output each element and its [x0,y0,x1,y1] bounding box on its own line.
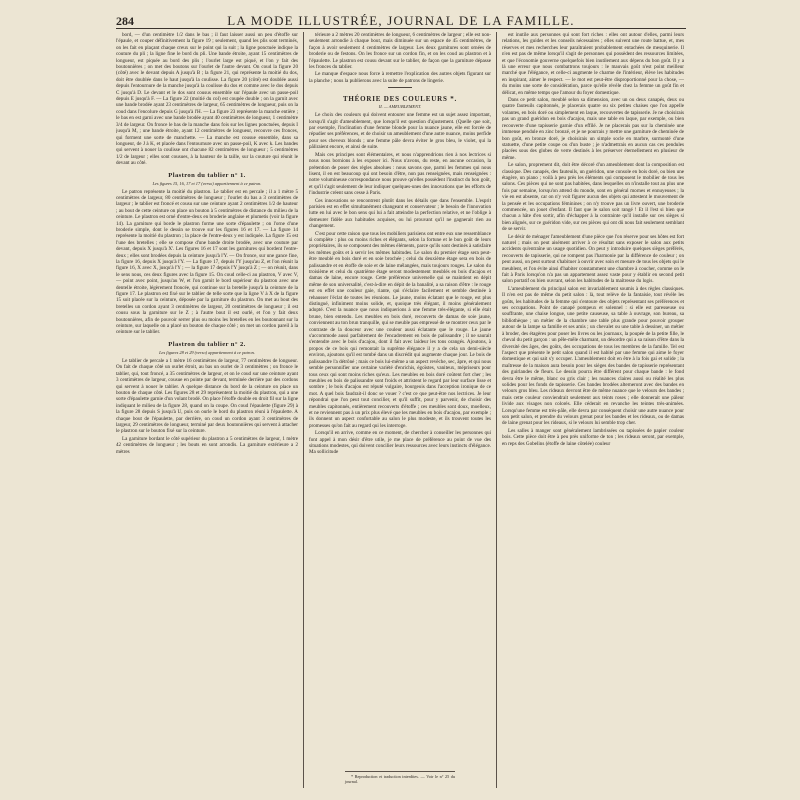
text-columns [116,32,686,792]
column-divider [303,32,304,788]
paragraph: est inutile aux personnes qui sont fort riches : elles ont autour d'elles, parmi leurs relations, les guides et les conseils nécessaires ; elles suivent une route battue, et, mes réserves et mes recherches leur paraîtraient probablement entachées de mesquinerie. Il n'en est pas de même lorsqu'il s'agit de personnes qui possèdent des ressources limitées, et que l'économie gouverne quelquefois bien inutilement aux dépens du bon goût. Il y a là une erreur que nous combattrons toujours : le mauvais goût n'est point meilleur marché que l'élégance, et celle-ci augmente le charme de l'intérieur, élève les habitudes en inspirant, aimer le respect. — le mot est peut-être disproportionné pour la chose, — du moins une sorte de considération, parce qu'elle révèle chez la femme un goût fin et délicat, en même temps que l'amour du foyer domestique. [502,32,684,96]
section-subtitle-ameublement: II. — AMEUBLEMENT. [378,104,422,110]
paragraph: Dans ce petit salon, meublé selon sa dimension, avec un ou deux canapés, deux ou quatre fauteuils capitonnés, je placerais quatre ou six petites chaises que l'on appelle volantes, en bois doré ou simplement en laque, recouvertes de tapisserie. Je ne choisirais pas un grand guéridon en bois d'acajou, mais une table en laque, par exemple, ou bien recouverte d'une tapisserie garnie d'un effilé. Je ne placerais pas sur la cheminée une immense pendule en zinc bronzé, et je ne pourrais y mettre une garniture de cheminée de bon goût, en bronze doré, je choisirais un simple socle en marbre, surmonté d'une statuette, d'une petite coupe ou d'un buste ; je n'admettrais en aucun cas ces pendules placées sous des globes de verre destinés à les préserver éternellement en plusieur de même. [502,97,684,161]
page-number: 284 [116,14,134,28]
section-divider [388,87,412,88]
paragraph: L'ameublement du principal salon est invariablement soumis à des règles classiques. Il n'en est pas de même du petit salon : là, tout relève de la fantaisie, tout révèle les goûts, les habitudes de la femme qui s'entoure des objets représentant ses préférences et ses occupations. Point de canapé pompeux et solennel : si elle est paresseuse ou souffrante, une chaise longue, une petite causeuse, sa table à ouvrage, son bureau, sa bibliothèque ; un métier de la chambre une table plus grande pour pouvoir grouper autour de la lampe sa famille et ses amis ; un chevalet ou une table à dessiner, un métier à broder, des étagères pour poser les livres ou les journaux, la poupée de la petite fille, le cheval du petit garçon : un pêle-mêle charmant, un désordre qui a sa raison d'être dans la diversité des âges, des goûts, des occupations de tous les membres de la famille. Tel est l'aspect que présente le petit salon quand il est habité par une femme qui aime le foyer domestique et qui sait s'y occuper. L'ameublement doit en être à la fois gai et solide ; la maîtresse de la maison aura besoin pour les sièges des bandes de tapisserie représentant des guirlandes de fleurs. Le dessin pourra être différent pour chaque bande : le fond devra être le même, blanc ou gris clair ; les nuances claires aussi ou réalité les plus solides pour les fonds de tapisserie. Ces bandes brodées alterneront avec des bandes en velours gros bleu. Les rideaux devront être de même nuance que le velours des bandes ; mais cette couleur conviendrait seulement aux teints roses ; elle donnerait une pâleur livide aux visages non colorés. Elle céderait en revanche les teintes très-animées. Lorsqu'une femme est très-pâle, elle devra par conséquent choisir une autre nuance pour son petit salon, et prendre du velours grenat pour les bandes et les rideaux, ou de damas de laine grenat pour les rideaux, si le velours lui semble trop cher. [502,285,684,427]
paragraph: Ces innovations se rencontrent plutôt dans les détails que dans l'ensemble. L'esprit parisien est en effet simultanément changeant et conservateur ; le besoin de l'innovation lutte en lui avec le bon sens qui lui a fait atteindre la perfection relative, et ne l'oblige à demeurer fidèle aux habitudes acquises, ou lui prouvant qu'il ne gagnerait rien au changement. [309,197,491,230]
paragraph: Le choix des couleurs qui doivent entourer une femme est un sujet assez important, lorsqu'il s'agit d'ameublement, que lorsqu'il est question d'ajustement. (Quelle que soit, par exemple, l'inclination d'une femme blonde pour la nuance jaune, elle est forcée de répudier ses préférences, et de choisir un ameublement d'une autre nuance, moins perfide pour ses cheveux blonds ; une femme pâle devra éviter le gros bleu, le violet, qui la pâliraient encore, et ainsi de suite. [309,112,491,151]
column-1 [116,32,298,788]
paragraph: Le tablier de percale a 1 mètre 16 centimètres de largeur, 77 centimètres de longueur. On fait de chaque côté un ourlet étroit, au bas un ourlet de 3 centimètres ; on fronce le tablier, qui, tout froncé, a 35 centimètres de largeur, et on le coud sur une ceinture ayant 3 centimètres de largeur, cousue en pointe par devant, terminée derrière par des cordons qui servent à nouer le tablier. A quelque distance du bord de la ceinture on place un bouton de chaque côté. Les figures 28 et 29 représentent la moitié du plastron, qui a une sorte d'épaulette garnie d'un volant brodé. On place l'étoffe double en droit fil sur la ligne indiquant le milieu de la figure 28, quand on la coupe. On coud l'épaulette (figure 29) à la figure 28 depuis S jusqu'à U, puis on ourle le bord du plastron réuni à l'épaulette. A chaque bout de l'épaulette, par derrière, on coud un cordon ayant 3 centimètres de largeur, 29 centimètres de longueur, terminé par deux boutonnières qui servent à attacher le plastron sur le bouton fixé sur la ceinture. [116,357,298,435]
section-title-plastron-2: Plastron du tablier n° 2. [168,340,246,348]
column-3 [502,32,684,788]
section-subtitle: Les figures 28 et 29 (verso) appartiennent à ce patron. [159,349,255,355]
section-subtitle: Les figures 15, 16, 17 et 17 (verso) appartiennent à ce patron. [152,180,262,186]
header-rule [116,28,686,29]
paragraph: bord, — d'un centimètre 1/2 dans le bas ; il faut laisser aussi un peu d'étoffe sur l'épaule, et couper définitivement la figure 19 ; seulement, quand les plis sont terminés, on les fait en plaçant chaque creux sur le point qui la suit ; la ligne ponctuée indique la couture du pli ; la ligne fine le bord du pli. Une bande étroite, ayant 15 centimètres de longueur, est piquée au bord des plis ; l'ourlet large est piqué, et l'on y fait des boutonnières ; on met des boutons sur l'ourlet de l'autre devant. On coud la figure 20 (côté) avec le devant depuis A jusqu'à B ; la figure 21, qui représente la moitié du dos, doit être doublée dans le haut jusqu'à la coulisse. La figure 20 (côté) est doublée aussi depuis l'entournure de la manche jusqu'à la coulisse du dos et comme avec le dos depuis C jusqu'à D. Le devant et le dos sont cousus ensemble sur l'épaule avec un passe-poil depuis E jusqu'à F. — La figure 22 (moitié du col) est coupée double ; on la garnit avec une bande brodée ayant 23 centimètres de largeur, 65 centimètres de longueur, puis on la coud dans l'encolure depuis G jusqu'à l'H. — La figure 23 représente la manche entière ; le bas en est garni avec une bande brodée ayant 40 centimètres de longueur, 1 centimètre 3/4 de largeur. On fronce le bas de la manche dans fois sur les lignes ponctuées, depuis I jusqu'à M, ; une bande étroite, ayant 12 centimètres de longueur, recouvre ces fronces, qui forment une sorte de manchette. — La manche est cousue ensemble, dans sa longueur, de J à K, et placée dans l'entournure avec un passe-poil, K avec k. Les bandes qui servent à nouer la coulisse ont chacune 82 centimètres de longueur ; 5 centimètres 1/2 de largeur ; elles sont cousues, à la hauteur de la taille, sur la couture qui réunit le devant au côté. [116,32,298,167]
paragraph: Le désir de ménager l'ameublement d'une pièce que l'on réserve pour ses hôtes est fort naturel ; mais on peut aisément arriver à ce résultat sans exposer le salon aux petits accidents qu'entraîne un usage quotidien. On peut y introduire quelques sièges préférés, recouverts de tapisserie, qui ne rompent pas l'harmonie par la différence de couleur ; on peut aussi, on peut surtout s'habituer à ouvrir avec soin et mesure de tous les objets qui le meublent, et l'on évite ainsi d'habiter constamment une chambre à coucher, comme on le fait à Paris lorsqu'on n'a pas un appartement assez vaste pour y établir en second petit salon portatif ou bien ouvrant, selon les habitudes de la maîtresse du logis. [502,233,684,285]
paragraph: C'est pour cette raison que tous les mobiliers parisiens ont entre eux une ressemblance si complète : plus ou moins riches et élégants, selon la fortune et le bon goût de leurs propriétaires, ils se composent des mêmes éléments, parce qu'ils sont destinés à satisfaire les mêmes goûts et à servir les mêmes habitudes. Le salon du premier étage sera peut-être meublé en bois doré et en soie brochée ; celui du deuxième étage sera en bois de palissandre et en étoffe de soie et de laine mélangées, mais toujours rouges. Le salon du troisième et celui du quatrième étage seront modestement meublés en bois d'acajou et damas de laine, encore rouge. Cette préférence universelle qui se maintient en dépit même de son universalité, c'est-à-dire en dépit de la banalité, a sa raison d'être : le rouge est en effet une couleur gaie, riante, qui s'éclaire facilement et semble destinée à rehausser l'éclat de toutes les réunions. Le jaune, moins éclatant que le rouge, est plus distingué, infiniment moins solide, et, quoique très élégant, il moins généralement adopté. C'est la nuance que nous indiquerions à une femme très-élégante, si elle était brune, bien entendu. Les meubles en bois doré, recouverts de damas de soie jaune, conviennent au ton brun tranquille, qui se meuble pas empressé de se montrer ceux par le contraste de la douceur avec une couleur aussi éclatante que le rouge. Le jaune s'accommode aussi parfaitement de l'encadrement en bois de palissandre ; il ne saurait s'entendre avec le bois d'acajou, dont il fait avec laideur les tons orangés. Ajoutons, à propos de ce bois qui remontait la suprême élégance il y a de cela un demi-siècle environ, ajoutons qu'il est tombé dans un discrédit qui augmente chaque jour. Le bois de palissandre l'a détrôné ; mais ce bois lui-même a un aspect revêche, sec, âpre, et qui nous semble personnifier une certaine variété d'enrichis, égoïstes, vaniteux, mépriseurs pour tous ceux qui sont moins riches qu'eux. Les meubles en bois doré coûtent fort cher ; les meubles en bois de palissandre sont froids et attristent le regard par leur surface lisse et sombre ; le bois d'acajou est réputé vulgaire, bourgeois dans l'acception ironique de ce mot. A quel bois faudrait-il donc se vouer ? c'est ce que peut-être nos lectrices. Je leur répondrai que l'on peut tout concilier, et qu'il suffit, pour y parvenir, de choisir des meubles capitonnés, entièrement recouverts d'étoffe ; ces meubles sont doux, moelleux, et ne reviennent pas à un prix plus élevé que les meubles en bois d'acajou, par exemple ; ils donnent un aspect confortable au salon le plus modeste, et ils trouvent toutes les promesses qu'on fait au regard qui les interroge. [309,230,491,429]
page-header [116,12,686,34]
paragraph: Le salon, proprement dit, doit être décoré d'un ameublement dont la composition est classique. Des canapés, des fauteuils, un guéridon, une console en bois doré, ou bien une étagère, un piano ; voilà à peu près les éléments qui composent le mobilier de tous les salons. Ces pièces qui ne sont pas habitées, dans lesquelles on n'installe tout au plus une fois par semaine, lorsqu'on attend du monde, sont en général mornes et ennuyeuses ; la vie en est absente, car on n'y voit figurer aucun des objets qui attestent le mouvement de la pensée et les occupations féminines ; on n'y trouve pas un livre ouvert, une broderie commencée, un jouet d'enfant. Il faut que le salon soit rangé ! Et il l'est si bien que chacun a hâte d'en sortir, afin d'échapper à la contrainte qu'il installe sur ces sièges si bien alignés, sur ce guéridon vide, sur ces pièces qui ont dû nous fait seulement semblant de se servir. [502,162,684,233]
section-title-plastron-1: Plastron du tablier n° 1. [168,171,246,179]
running-title: LA MODE ILLUSTRÉE, JOURNAL DE LA FAMILLE. [227,13,575,28]
footnote: * Reproduction et traduction interdites. — Voir le n° 25 du journal. [345,771,455,784]
column-divider [496,32,497,788]
paragraph: térieure a 2 mètres 20 centimètres de longueur, 6 centimètres de largeur ; elle est non-seulement arrondie à chaque bout, mais diminuée sur un espace de 45 centimètres, de façon à avoir seulement 4 centimètres de largeur. Les deux garnitures sont ornées de broderie ou de festons. On les fronce sur un cordon fin, et on les coud au plastron et à l'épaulette. Le plastron est cousu devant sur le tablier, de façon que la garniture dépasse les fronces du tablier. [309,32,491,71]
paragraph: Lorsqu'il en arrive, comme en ce moment, de chercher à conseiller les personnes qui font appel à mon désir d'être utile, je me place de préférence au point de vue des situations modestes, qui doivent concilier leurs ressources avec leurs instincts d'élégance. Ma sollicitude [309,430,491,456]
column-2 [309,32,491,788]
section-title-theorie-couleurs: THÉORIE DES COULEURS *. [342,95,458,104]
paragraph: Le manque d'espace nous force à remettre l'explication des autres objets figurant sur la planche ; nous la publierons avec la suite de patrons de lingerie. [309,71,491,84]
paragraph: Les salles à manger sont généralement lambrissées ou tapissées de papier couleur bois. Cette pièce doit être à peu près uniforme de ton ; les rideaux seront, par exemple, en reps des Gobelins (étoffe de laine cötelée) couleur [502,427,684,447]
paragraph: La garniture bordant le côté supérieur du plastron a 5 centimètres de largeur, 1 mètre 42 centimètres de longueur ; les bouts en sont arrondis. La garniture extérieure a 2 mètres [116,435,298,455]
paragraph: Le patron représente la moitié du plastron. Le tablier est en percale ; il a 1 mètre 5 centimètres de largeur, 80 centimètres de longueur ; l'ourlet du bas a 3 centimètres de largeur ; le tablier est froncé et cousu sur une ceinture ayant 2 centimètres 1/2 de hauteur ; au bout de cette ceinture on place un bouton à 5 centimètres de distance du milieu de la ceinture. Le plastron est orné d'entre-deux en broderie anglaise et plumetis (voir la figure 14). La garniture qui borde le plastron forme une sorte d'épaulette ; on l'orne d'une broderie simple, dont le dessin se trouve sur les figures 16 et 17. — La figure 14 représente la moitié du plastron ; la place de l'entre-deux y est indiquée. La figure 15 est l'une des bretelles ; elle se compose d'une bande droite brodée, avec une couture par devant, depuis X jusqu'à X'. Les figures 16 et 17 sont les garnitures qui bordent l'entre-deux ; elles sont brodées depuis la ceinture jusqu'à l'Y. — On fronce, sur une gance fine, la figure 16, depuis X jusqu'à l'Y. — La figure 17, depuis l'Y jusqu'au Z, et l'on réunit la figure 16, X avec X, jusqu'à l'Y ; — la figure 17 depuis l'Y jusqu'à Z ; — on réunit, dans le sens nous, ces deux figures avec la figure 15. On coud celle-ci au plastron, V avec V, — point avec point, jusqu'au W, et l'on garnit le bord supérieur du plastron avec une dentelle étroite, légèrement froncée, qui continue sur la bretelle jusqu'à la ceinture de la figure 17. Le plastron est fixé sur le tablier de telle sorte que la ligne V à X de la figure 15 soit placée sur la ceinture, déposée par la garniture du plastron. On met au bout des bretelles un cordon ayant 3 centimètres de largeur, 20 centimètres de longueur ; il est cousu sous la garniture sur le Z ; à l'autre bout il est ourlé, et l'on y fait deux boutonnières, afin de pouvoir serrer plus ou moins les bretelles en les boutonnant sur la ceinture, sur laquelle on a placé un bouton de chaque côté ; on met un cordon pareil à la ceinture sur le tablier. [116,188,298,336]
paragraph: Mais ces principes sont élémentaires, et nous n'apprendrions rien à nos lectrices si nous nous bornions à les exposer ici. Nous n'avons, du reste, en aucune occasion, la prétention de poser des règles absolues : nous savons que, parmi les femmes qui nous lisent, il en est beaucoup qui ont besoin d'être, non pas renseignées, mais renseignées : notre volumineuse correspondance nous prouve qu'elles possèdent l'instinct du bon goût, et qu'il s'agit seulement de leur indiquer quelques-unes des innovations que les efforts de l'industrie créent sans cesse à Paris. [309,151,491,197]
